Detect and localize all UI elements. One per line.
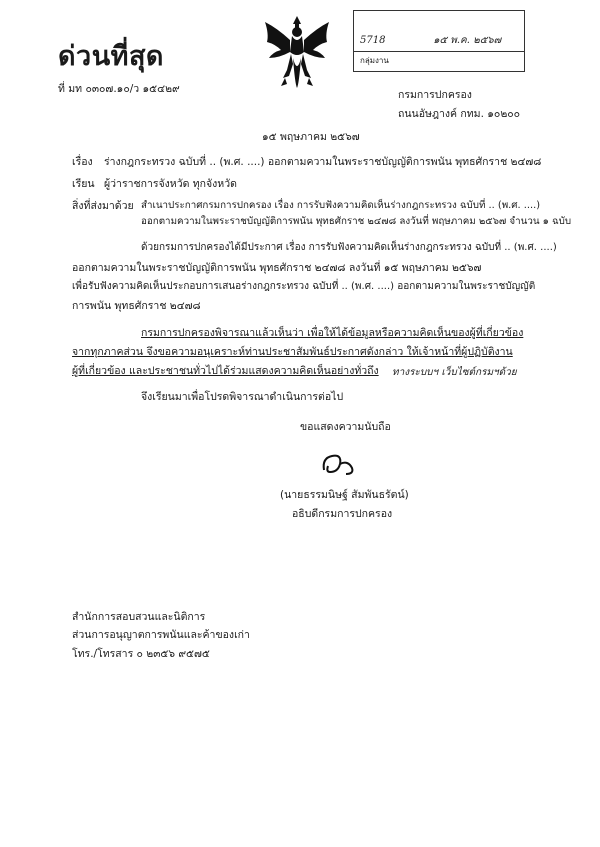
enclosure-line-1: สำเนาประกาศกรมการปกครอง เรื่อง การรับฟังความคิดเห็นร่างกฎกระทรวง ฉบับที่ .. (พ.ศ. ....) — [141, 200, 541, 211]
body-p2-line-3: ผู้ที่เกี่ยวข้อง และประชาชนทั่วไปได้ร่วมแสดงความคิดเห็นอย่างทั่วถึง — [72, 365, 379, 377]
letter-date: ๑๕ พฤษภาคม ๒๕๖๗ — [262, 131, 360, 143]
recipient-label: เรียน — [72, 178, 95, 190]
stamp-label: กลุ่มงาน — [360, 56, 389, 65]
body-p2-line-2: จากทุกภาคส่วน จึงขอความอนุเคราะห์ท่านประชาสัมพันธ์ประกาศดังกล่าว ให้เจ้าหน้าที่ผู้ปฏิบัติงาน — [72, 346, 513, 358]
signature-mark — [318, 450, 358, 480]
body-p1-line-4: การพนัน พุทธศักราช ๒๔๗๘ — [72, 300, 201, 312]
signer-name: (นายธรรมนิษฐ์ สัมพันธรัตน์) — [280, 489, 409, 501]
enclosure-label: สิ่งที่ส่งมาด้วย — [72, 200, 134, 212]
receipt-stamp — [353, 10, 525, 72]
enclosure-line-2: ออกตามความในพระราชบัญญัติการพนัน พุทธศักราช ๒๔๗๘ ลงวันที่ พฤษภาคม ๒๕๖๗ จำนวน ๑ ฉบับ — [141, 216, 572, 227]
subject-text: ร่างกฎกระทรวง ฉบับที่ .. (พ.ศ. ....) ออกตามความในพระราชบัญญัติการพนัน พุทธศักราช ๒๔๗๘ — [104, 156, 542, 168]
footer-office: สำนักการสอบสวนและนิติการ — [72, 611, 206, 623]
stamp-date: ๑๕ พ.ค. ๒๕๖๗ — [433, 35, 502, 46]
body-p3: จึงเรียนมาเพื่อโปรดพิจารณาดำเนินการต่อไป — [141, 391, 344, 403]
footer-phone: โทร./โทรสาร ๐ ๒๓๕๖ ๙๕๗๕ — [72, 648, 210, 660]
garuda-emblem-icon — [263, 14, 331, 90]
recipient-text: ผู้ว่าราชการจังหวัด ทุกจังหวัด — [104, 178, 237, 190]
stamp-number: 5718 — [360, 35, 386, 46]
urgency-heading: ด่วนที่สุด — [58, 41, 164, 72]
body-p1-line-3: เพื่อรับฟังความคิดเห็นประกอบการเสนอร่างกฎกระทรวง ฉบับที่ .. (พ.ศ. ....) ออกตามความในพระราชบัญญัติ — [72, 281, 536, 292]
body-p2-line-1: กรมการปกครองพิจารณาแล้วเห็นว่า เพื่อให้ได้ข้อมูลหรือความคิดเห็นของผู้ที่เกี่ยวข้อง — [141, 327, 524, 339]
footer-division: ส่วนการอนุญาตการพนันและค้าของเก่า — [72, 629, 250, 641]
subject-label: เรื่อง — [72, 156, 93, 168]
issuer-name: กรมการปกครอง — [398, 89, 472, 101]
body-p1-line-2: ออกตามความในพระราชบัญญัติการพนัน พุทธศักราช ๒๔๗๘ ลงวันที่ ๑๕ พฤษภาคม ๒๕๖๗ — [72, 262, 482, 274]
stamp-header-mark — [360, 15, 363, 24]
reference-number: ที่ มท ๐๓๐๗.๑๐/ว ๑๕๔๒๙ — [58, 83, 180, 95]
issuer-address: ถนนอัษฎางค์ กทม. ๑๐๒๐๐ — [398, 108, 521, 120]
body-p1-line-1: ด้วยกรมการปกครองได้มีประกาศ เรื่อง การรับฟังความคิดเห็นร่างกฎกระทรวง ฉบับที่ .. (พ.ศ. ....) — [141, 242, 557, 253]
handwritten-note: ทางระบบฯ เว็บไซต์กรมฯด้วย — [392, 367, 517, 378]
signer-title: อธิบดีกรมการปกครอง — [292, 508, 393, 520]
closing-salutation: ขอแสดงความนับถือ — [300, 421, 391, 433]
